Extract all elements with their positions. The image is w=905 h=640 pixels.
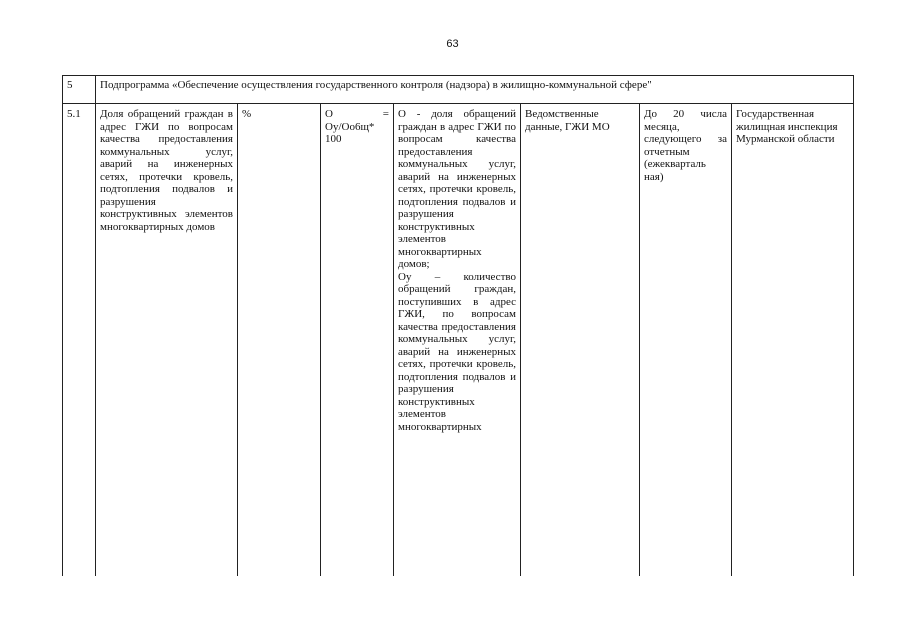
row-number: 5.1 bbox=[63, 104, 96, 577]
formula-equals: = bbox=[382, 108, 389, 120]
section-row bbox=[63, 76, 854, 104]
unit-cell: % bbox=[238, 104, 321, 577]
indicator-table bbox=[62, 75, 854, 576]
indicator-row bbox=[63, 104, 854, 577]
deadline-cell: До 20 числа месяца, следующего за отчетным (ежекварталь ная) bbox=[640, 104, 732, 577]
formula-o: О bbox=[325, 108, 333, 120]
formula-cell bbox=[321, 104, 394, 577]
definition-oy: Оу – количество обращений граждан, поступивших в адрес ГЖИ, по вопросам качества предоставления коммунальных услуг, аварий на инженерных сетях, протечки кровель, подтопления подвалов и разрушения конструктивных элементов многоквартирных bbox=[398, 270, 516, 433]
page-number: 63 bbox=[446, 38, 459, 50]
responsible-cell: Государственная жилищная инспекция Мурманской области bbox=[732, 104, 854, 577]
indicator-name: Доля обращений граждан в адрес ГЖИ по вопросам качества предоставления коммунальных услуг, аварий на инженерных сетях, протечки кровель, подтопления подвалов и разрушения конструктивных элементов многоквартирных домов bbox=[96, 104, 238, 577]
section-title: Подпрограмма «Обеспечение осуществления государственного контроля (надзора) в жилищно-коммунальной сфере" bbox=[96, 76, 854, 104]
section-number: 5 bbox=[63, 76, 96, 104]
definition-cell bbox=[394, 104, 521, 577]
formula-expression: Оу/Оо6щ* 100 bbox=[325, 120, 375, 145]
data-source-cell: Ведомственные данные, ГЖИ МО bbox=[521, 104, 640, 577]
definition-o: О - доля обращений граждан в адрес ГЖИ по вопросам качества предоставления коммунальных услуг, аварий на инженерных сетях, протечки кровель, подтопления подвалов и разрушения конструктивных элементов многоквартирных домов; bbox=[398, 108, 516, 270]
